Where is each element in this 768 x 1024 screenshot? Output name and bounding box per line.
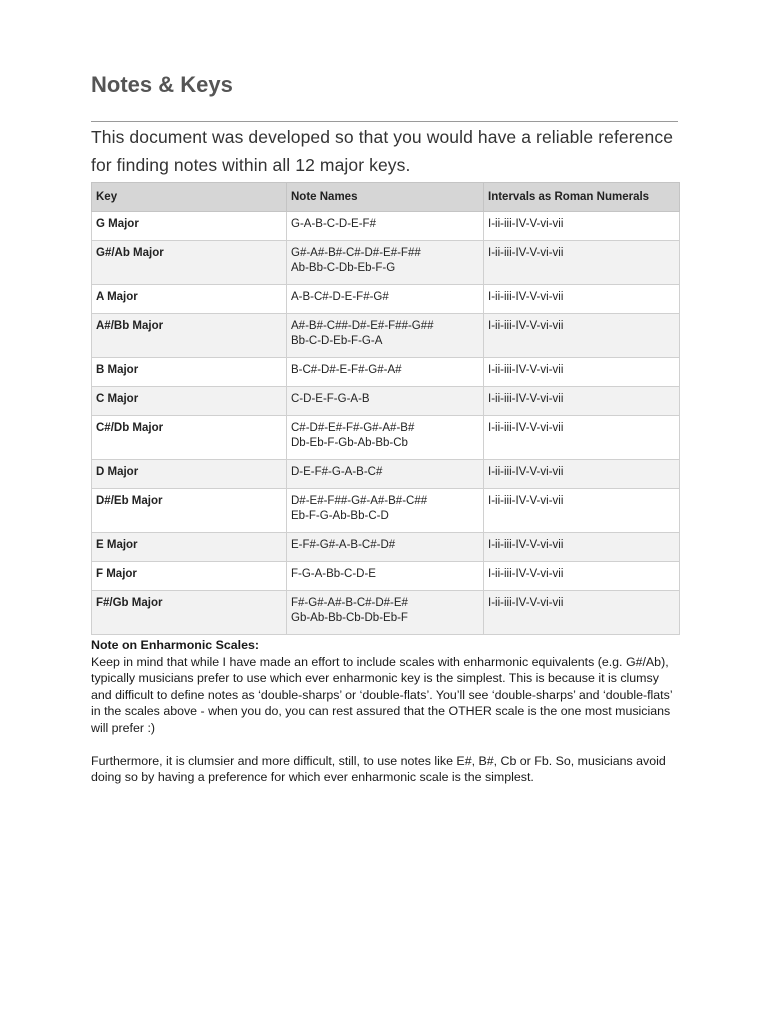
note-names-cell	[287, 212, 484, 241]
note-names-line: A-B-C#-D-E-F#-G#	[291, 291, 389, 303]
note-names-line: A#-B#-C##-D#-E#-F##-G##	[291, 320, 434, 332]
note-names-cell	[287, 591, 484, 635]
intro-text: This document was developed so that you would have a reliable reference for finding notes within all 12 major keys.	[91, 127, 674, 175]
intervals-cell: I-ii-iii-IV-V-vi-vii	[484, 562, 680, 591]
note-names-line: Db-Eb-F-Gb-Ab-Bb-Cb	[291, 437, 408, 449]
title-divider	[91, 121, 678, 122]
table-row	[92, 314, 680, 358]
intervals-cell: I-ii-iii-IV-V-vi-vii	[484, 314, 680, 358]
note-names-cell	[287, 460, 484, 489]
table-row	[92, 562, 680, 591]
note-names-cell	[287, 562, 484, 591]
note-names-line: G-A-B-C-D-E-F#	[291, 218, 376, 230]
note-names-line: C-D-E-F-G-A-B	[291, 393, 370, 405]
intervals-cell: I-ii-iii-IV-V-vi-vii	[484, 591, 680, 635]
note-names-line: F-G-A-Bb-C-D-E	[291, 568, 376, 580]
note-heading: Note on Enharmonic Scales:	[91, 638, 259, 652]
note-names-line: Ab-Bb-C-Db-Eb-F-G	[291, 262, 396, 274]
note-names-cell	[287, 533, 484, 562]
key-cell: F#/Gb Major	[92, 591, 287, 635]
intervals-cell: I-ii-iii-IV-V-vi-vii	[484, 460, 680, 489]
note-names-line: Eb-F-G-Ab-Bb-C-D	[291, 510, 389, 522]
key-cell: E Major	[92, 533, 287, 562]
table-row	[92, 387, 680, 416]
intervals-cell: I-ii-iii-IV-V-vi-vii	[484, 358, 680, 387]
note-names-cell	[287, 387, 484, 416]
table-row	[92, 212, 680, 241]
key-cell: A#/Bb Major	[92, 314, 287, 358]
column-header-note-names: Note Names	[287, 183, 484, 212]
note-names-cell	[287, 358, 484, 387]
keys-table	[91, 182, 680, 635]
note-names-line: Gb-Ab-Bb-Cb-Db-Eb-F	[291, 612, 408, 624]
key-cell: C#/Db Major	[92, 416, 287, 460]
table-row	[92, 416, 680, 460]
note-names-line: G#-A#-B#-C#-D#-E#-F##	[291, 247, 421, 259]
key-cell: F Major	[92, 562, 287, 591]
table-body	[92, 212, 680, 635]
table-row	[92, 591, 680, 635]
table-header-row	[92, 183, 680, 212]
table-row	[92, 460, 680, 489]
note-names-line: E-F#-G#-A-B-C#-D#	[291, 539, 396, 551]
column-header-intervals: Intervals as Roman Numerals	[484, 183, 680, 212]
key-cell: B Major	[92, 358, 287, 387]
note-names-cell	[287, 489, 484, 533]
note-names-line: C#-D#-E#-F#-G#-A#-B#	[291, 422, 415, 434]
key-cell: C Major	[92, 387, 287, 416]
note-names-cell	[287, 241, 484, 285]
note-names-line: Bb-C-D-Eb-F-G-A	[291, 335, 383, 347]
key-cell: G#/Ab Major	[92, 241, 287, 285]
key-cell: D#/Eb Major	[92, 489, 287, 533]
note-paragraph-2: Furthermore, it is clumsier and more difficult, still, to use notes like E#, B#, Cb or Fb. So, musicians avoid doing so by having a preference for which ever enharmonic scale is the simplest.	[91, 753, 666, 785]
column-header-key: Key	[92, 183, 287, 212]
enharmonic-note-section	[91, 637, 678, 786]
intervals-cell: I-ii-iii-IV-V-vi-vii	[484, 241, 680, 285]
intervals-cell: I-ii-iii-IV-V-vi-vii	[484, 533, 680, 562]
table-row	[92, 241, 680, 285]
table-row	[92, 533, 680, 562]
table-row	[92, 285, 680, 314]
note-names-line: B-C#-D#-E-F#-G#-A#	[291, 364, 402, 376]
note-names-line: F#-G#-A#-B-C#-D#-E#	[291, 597, 408, 609]
intervals-cell: I-ii-iii-IV-V-vi-vii	[484, 416, 680, 460]
key-cell: D Major	[92, 460, 287, 489]
key-cell: A Major	[92, 285, 287, 314]
table-row	[92, 489, 680, 533]
intervals-cell: I-ii-iii-IV-V-vi-vii	[484, 387, 680, 416]
note-names-cell	[287, 416, 484, 460]
intervals-cell: I-ii-iii-IV-V-vi-vii	[484, 489, 680, 533]
intervals-cell: I-ii-iii-IV-V-vi-vii	[484, 212, 680, 241]
intervals-cell: I-ii-iii-IV-V-vi-vii	[484, 285, 680, 314]
note-names-line: D-E-F#-G-A-B-C#	[291, 466, 383, 478]
note-names-cell	[287, 285, 484, 314]
page-title: Notes & Keys	[91, 72, 233, 97]
note-names-line: D#-E#-F##-G#-A#-B#-C##	[291, 495, 428, 507]
note-paragraph-1: Keep in mind that while I have made an effort to include scales with enharmonic equivalents (e.g. G#/Ab), typically musicians prefer to use which ever enharmonic key is the simplest. This is because it is clumsy and difficult to define notes as ‘double-sharps’ or ‘double-flats’. You’ll see ‘double-sharps’ and ‘double-flats’ in the scales above - when you do, you can rest assured that the OTHER scale is the one most musicians will prefer :)	[91, 654, 673, 735]
note-names-cell	[287, 314, 484, 358]
key-cell: G Major	[92, 212, 287, 241]
table-row	[92, 358, 680, 387]
